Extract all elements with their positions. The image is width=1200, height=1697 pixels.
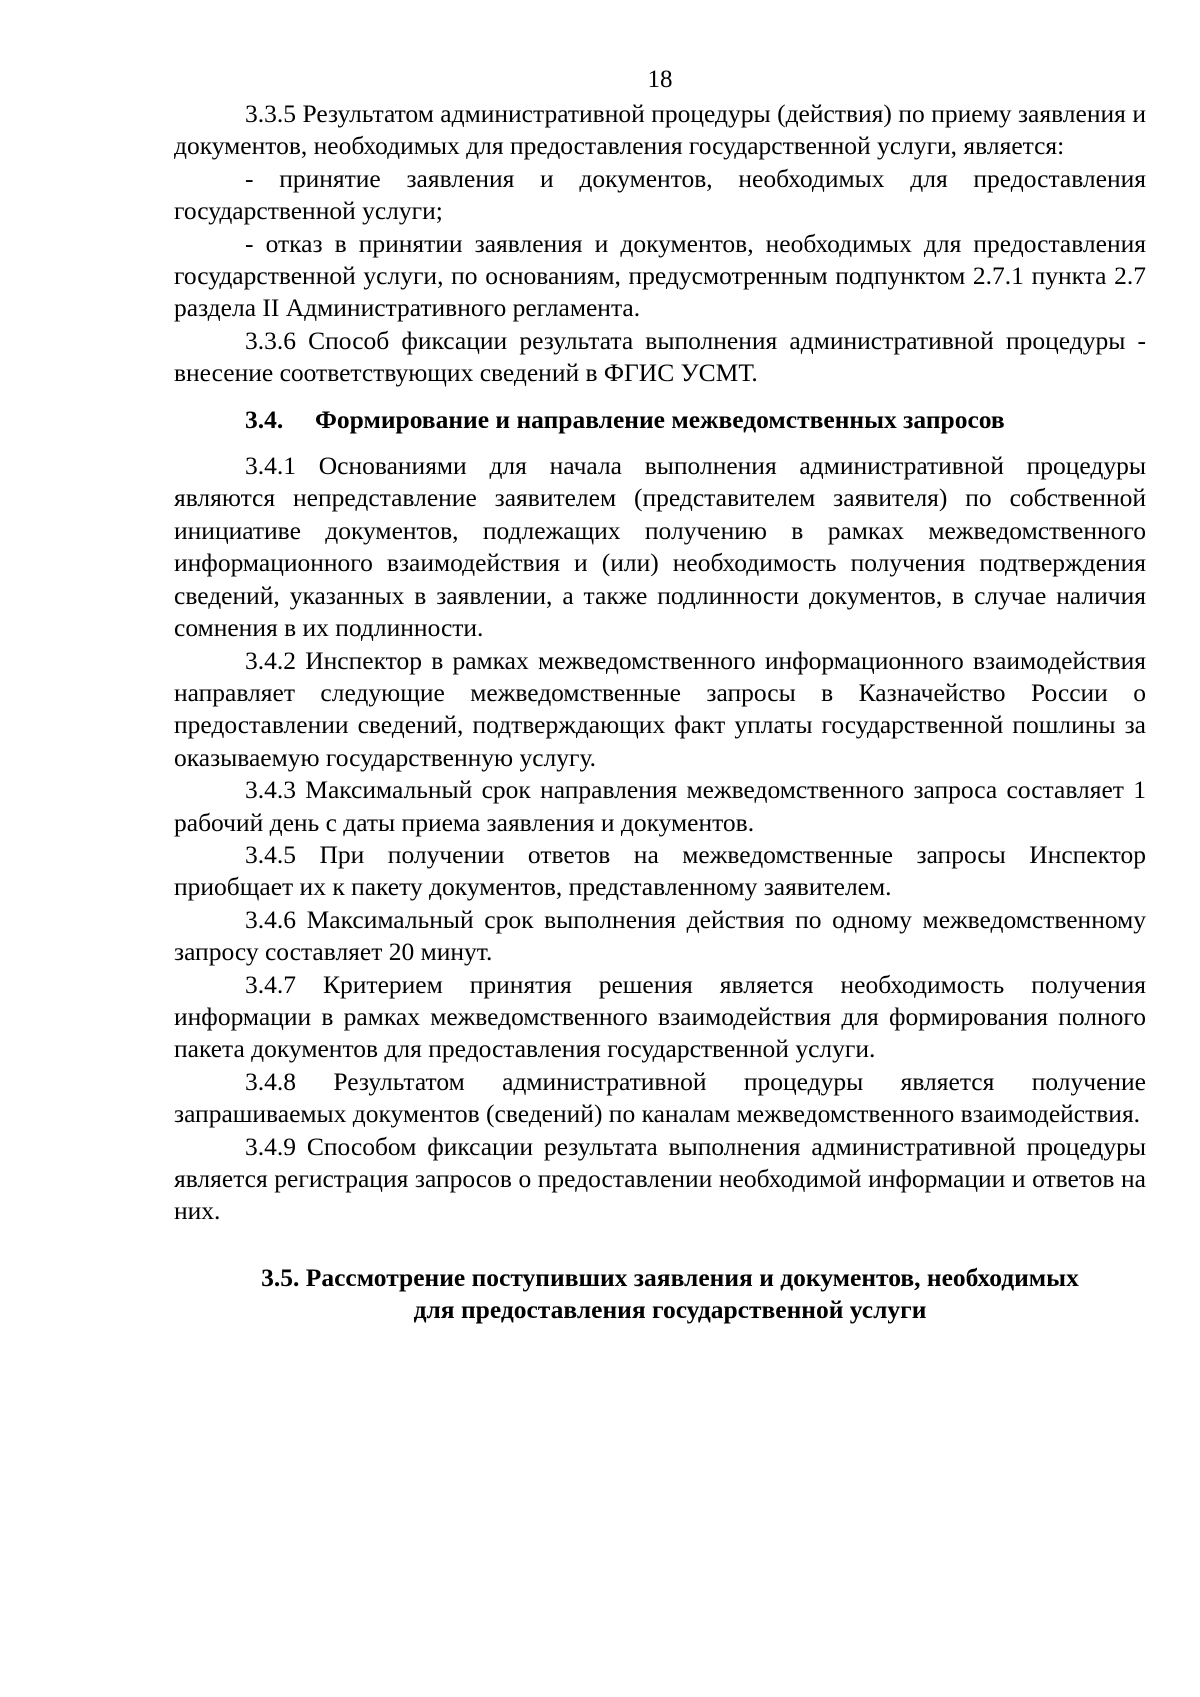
document-page — [174, 64, 1146, 1327]
paragraph-3-4-6: 3.4.6 Максимальный срок выполнения действия по одному межведомственному запросу составляет 20 минут. — [174, 904, 1146, 967]
paragraph-3-4-2: 3.4.2 Инспектор в рамках межведомственного информационного взаимодействия направляет следующие межведомственные запросы в Казначейство России о предоставлении сведений, подтверждающих факт уплаты государственной пошлины за оказываемую государственную услугу. — [174, 645, 1146, 772]
paragraph-3-4-8: 3.4.8 Результатом административной процедуры является получение запрашиваемых документов (сведений) по каналам межведомственного взаимодействия. — [174, 1066, 1146, 1129]
section-heading-3-5 — [174, 1262, 1146, 1327]
section-heading-line-1: 3.5. Рассмотрение поступивших заявления и документов, необходимых — [261, 1262, 1079, 1292]
paragraph-3-4-1: 3.4.1 Основаниями для начала выполнения административной процедуры являются непредставление заявителем (представителем заявителя) по собственной инициативе документов, подлежащих получению в рамках межведомственного информационного взаимодействия и (или) необходимость получения подтверждения сведений, указанных в заявлении, а также подлинности документов, в случае наличия сомнения в их подлинности. — [174, 451, 1146, 643]
list-item-refuse: - отказ в принятии заявления и документов, необходимых для предоставления государственной услуги, по основаниям, предусмотренным подпунктом 2.7.1 пункта 2.7 раздела II Административного регламента. — [174, 228, 1146, 323]
section-heading-3-4 — [174, 404, 1146, 436]
section-heading-number: 3.4. — [245, 404, 284, 434]
paragraph-3-4-5: 3.4.5 При получении ответов на межведомственные запросы Инспектор приобщает их к пакету документов, представленному заявителем. — [174, 839, 1146, 902]
section-heading-line-2: для предоставления государственной услуги — [413, 1295, 927, 1325]
list-item-accept: - принятие заявления и документов, необходимых для предоставления государственной услуги; — [174, 163, 1146, 226]
paragraph-3-4-7: 3.4.7 Критерием принятия решения является необходимость получения информации в рамках межведомственного взаимодействия для формирования полного пакета документов для предоставления государственной услуги. — [174, 969, 1146, 1064]
paragraph-3-3-6: 3.3.6 Способ фиксации результата выполнения административной процедуры - внесение соответствующих сведений в ФГИС УСМТ. — [174, 325, 1146, 388]
paragraph-3-3-5: 3.3.5 Результатом административной процедуры (действия) по приему заявления и документов, необходимых для предоставления государственной услуги, является: — [174, 99, 1146, 161]
paragraph-3-4-9: 3.4.9 Способом фиксации результата выполнения административной процедуры является регистрация запросов о предоставлении необходимой информации и ответов на них. — [174, 1131, 1146, 1226]
paragraph-3-4-3: 3.4.3 Максимальный срок направления межведомственного запроса составляет 1 рабочий день с даты приема заявления и документов. — [174, 775, 1146, 837]
page-number: 18 — [647, 66, 673, 93]
section-heading-title: Формирование и направление межведомственных запросов — [315, 404, 1005, 434]
